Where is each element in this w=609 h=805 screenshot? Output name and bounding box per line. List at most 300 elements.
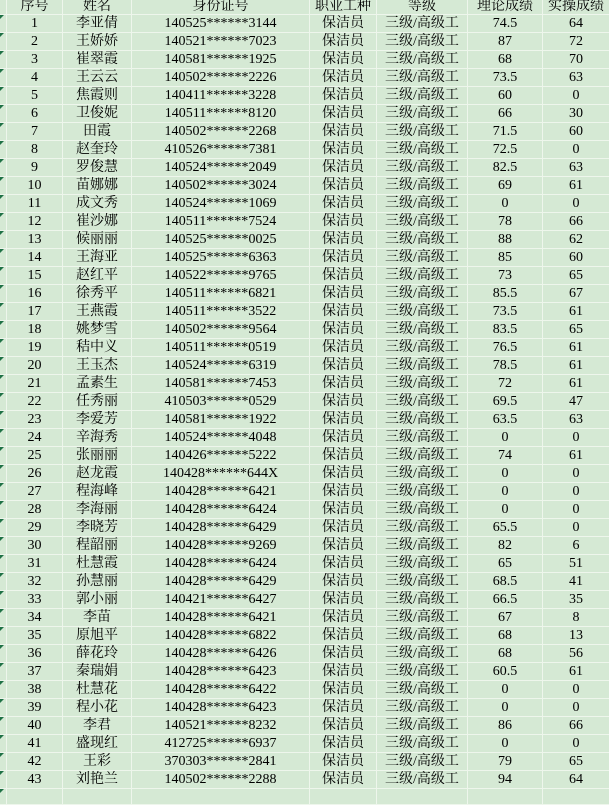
cell-theory-score[interactable]: 63.5 — [468, 411, 543, 429]
cell-serial[interactable]: 20 — [7, 357, 63, 375]
cell-practical-score[interactable]: 61 — [543, 357, 609, 375]
cell-theory-score[interactable]: 68 — [468, 627, 543, 645]
cell-practical-score[interactable]: 13 — [543, 627, 609, 645]
marker-cell[interactable] — [0, 159, 7, 177]
cell-id-number[interactable]: 140581******1922 — [132, 411, 310, 429]
cell-serial[interactable]: 13 — [7, 231, 63, 249]
cell-job[interactable]: 保洁员 — [310, 627, 377, 645]
cell-job[interactable]: 保洁员 — [310, 177, 377, 195]
cell-job[interactable]: 保洁员 — [310, 357, 377, 375]
cell-practical-score[interactable]: 51 — [543, 555, 609, 573]
marker-cell[interactable] — [0, 465, 7, 483]
cell-serial[interactable]: 2 — [7, 33, 63, 51]
cell-id-number[interactable]: 140511******3522 — [132, 303, 310, 321]
cell-theory-score[interactable]: 0 — [468, 195, 543, 213]
cell-level[interactable]: 三级/高级工 — [377, 87, 468, 105]
cell-name[interactable]: 刘艳兰 — [63, 771, 132, 789]
cell-name[interactable]: 赵龙霞 — [63, 465, 132, 483]
cell-level[interactable]: 三级/高级工 — [377, 375, 468, 393]
cell-level[interactable]: 三级/高级工 — [377, 267, 468, 285]
cell-serial[interactable]: 39 — [7, 699, 63, 717]
cell-id-number[interactable]: 140521******8232 — [132, 717, 310, 735]
cell-level[interactable]: 三级/高级工 — [377, 411, 468, 429]
cell-name[interactable]: 王娇娇 — [63, 33, 132, 51]
marker-cell[interactable] — [0, 663, 7, 681]
cell-theory-score[interactable]: 82.5 — [468, 159, 543, 177]
cell-level[interactable]: 三级/高级工 — [377, 249, 468, 267]
cell-name[interactable]: 王云云 — [63, 69, 132, 87]
marker-cell[interactable] — [0, 33, 7, 51]
cell-job[interactable]: 保洁员 — [310, 681, 377, 699]
cell-level[interactable]: 三级/高级工 — [377, 501, 468, 519]
cell-practical-score[interactable]: 60 — [543, 123, 609, 141]
cell-job[interactable]: 保洁员 — [310, 87, 377, 105]
cell-serial[interactable]: 37 — [7, 663, 63, 681]
marker-cell[interactable] — [0, 555, 7, 573]
cell-serial[interactable]: 18 — [7, 321, 63, 339]
cell-name[interactable]: 秸中义 — [63, 339, 132, 357]
cell-practical-score[interactable]: 6 — [543, 537, 609, 555]
cell-job[interactable]: 保洁员 — [310, 231, 377, 249]
cell-practical-score[interactable]: 64 — [543, 771, 609, 789]
cell-id-number[interactable]: 140524******6319 — [132, 357, 310, 375]
cell-practical-score[interactable]: 8 — [543, 609, 609, 627]
cell-name[interactable]: 盛现红 — [63, 735, 132, 753]
cell-name[interactable]: 辛海秀 — [63, 429, 132, 447]
cell-practical-score[interactable]: 35 — [543, 591, 609, 609]
cell-level[interactable]: 三级/高级工 — [377, 753, 468, 771]
cell-id-number[interactable]: 140428******6422 — [132, 681, 310, 699]
cell-job[interactable]: 保洁员 — [310, 537, 377, 555]
cell-level[interactable]: 三级/高级工 — [377, 717, 468, 735]
marker-cell[interactable] — [0, 771, 7, 789]
cell-theory-score[interactable]: 78 — [468, 213, 543, 231]
cell-theory-score[interactable]: 68 — [468, 645, 543, 663]
cell-serial[interactable]: 36 — [7, 645, 63, 663]
column-header-serial[interactable]: 序号 — [7, 0, 63, 15]
cell-name[interactable]: 李晓芳 — [63, 519, 132, 537]
cell-job[interactable]: 保洁员 — [310, 591, 377, 609]
cell-job[interactable]: 保洁员 — [310, 105, 377, 123]
cell-level[interactable]: 三级/高级工 — [377, 573, 468, 591]
marker-cell[interactable] — [0, 609, 7, 627]
cell-job[interactable]: 保洁员 — [310, 195, 377, 213]
cell-theory-score[interactable]: 0 — [468, 501, 543, 519]
cell-theory-score[interactable]: 74 — [468, 447, 543, 465]
cell-name[interactable]: 苗娜娜 — [63, 177, 132, 195]
cell-serial[interactable]: 8 — [7, 141, 63, 159]
cell-name[interactable]: 候丽丽 — [63, 231, 132, 249]
cell-job[interactable]: 保洁员 — [310, 447, 377, 465]
cell-id-number[interactable]: 140428******6423 — [132, 699, 310, 717]
cell-theory-score[interactable]: 83.5 — [468, 321, 543, 339]
cell-serial[interactable]: 3 — [7, 51, 63, 69]
cell-theory-score[interactable]: 66.5 — [468, 591, 543, 609]
cell-id-number[interactable]: 140511******7524 — [132, 213, 310, 231]
cell-level[interactable]: 三级/高级工 — [377, 519, 468, 537]
cell-name[interactable]: 孟素生 — [63, 375, 132, 393]
cell-level[interactable]: 三级/高级工 — [377, 681, 468, 699]
cell-level[interactable]: 三级/高级工 — [377, 591, 468, 609]
cell-name[interactable]: 杜慧霞 — [63, 555, 132, 573]
cell-id-number[interactable]: 370303******2841 — [132, 753, 310, 771]
cell-id-number[interactable]: 140525******0025 — [132, 231, 310, 249]
cell-practical-score[interactable]: 66 — [543, 717, 609, 735]
cell-serial[interactable]: 26 — [7, 465, 63, 483]
cell-name[interactable]: 李君 — [63, 717, 132, 735]
cell-level[interactable]: 三级/高级工 — [377, 465, 468, 483]
cell-serial[interactable]: 31 — [7, 555, 63, 573]
cell-serial[interactable]: 29 — [7, 519, 63, 537]
cell-name[interactable]: 卫俊妮 — [63, 105, 132, 123]
cell-name[interactable]: 原旭平 — [63, 627, 132, 645]
cell-name[interactable]: 田霞 — [63, 123, 132, 141]
cell-serial[interactable]: 12 — [7, 213, 63, 231]
cell-theory-score[interactable]: 73.5 — [468, 69, 543, 87]
cell-level[interactable]: 三级/高级工 — [377, 15, 468, 33]
cell-practical-score[interactable]: 0 — [543, 429, 609, 447]
cell-practical-score[interactable]: 0 — [543, 465, 609, 483]
cell-name[interactable]: 郭小丽 — [63, 591, 132, 609]
cell-theory-score[interactable]: 74.5 — [468, 15, 543, 33]
cell-theory-score[interactable]: 65.5 — [468, 519, 543, 537]
cell-serial[interactable]: 38 — [7, 681, 63, 699]
marker-cell[interactable] — [0, 753, 7, 771]
cell-id-number[interactable]: 140581******1925 — [132, 51, 310, 69]
cell-serial[interactable]: 15 — [7, 267, 63, 285]
cell-practical-score[interactable]: 60 — [543, 249, 609, 267]
cell-job[interactable]: 保洁员 — [310, 519, 377, 537]
cell-id-number[interactable]: 140511******0519 — [132, 339, 310, 357]
cell-id-number[interactable]: 140524******4048 — [132, 429, 310, 447]
cell-level[interactable]: 三级/高级工 — [377, 627, 468, 645]
marker-cell[interactable] — [0, 267, 7, 285]
cell-name[interactable]: 程韶丽 — [63, 537, 132, 555]
cell-serial[interactable]: 43 — [7, 771, 63, 789]
cell-serial[interactable]: 7 — [7, 123, 63, 141]
cell-level[interactable]: 三级/高级工 — [377, 159, 468, 177]
cell-theory-score[interactable]: 82 — [468, 537, 543, 555]
cell-name[interactable]: 李亚倩 — [63, 15, 132, 33]
cell-level[interactable]: 三级/高级工 — [377, 177, 468, 195]
cell-practical-score[interactable]: 67 — [543, 285, 609, 303]
cell-serial[interactable]: 30 — [7, 537, 63, 555]
cell-level[interactable]: 三级/高级工 — [377, 69, 468, 87]
marker-cell[interactable] — [0, 105, 7, 123]
marker-cell[interactable] — [0, 87, 7, 105]
cell-id-number[interactable]: 140428******6822 — [132, 627, 310, 645]
cell-practical-score[interactable]: 56 — [543, 645, 609, 663]
cell-theory-score[interactable]: 68 — [468, 51, 543, 69]
cell-id-number[interactable]: 140522******9765 — [132, 267, 310, 285]
cell-theory-score[interactable]: 69.5 — [468, 393, 543, 411]
cell-name[interactable]: 赵红平 — [63, 267, 132, 285]
cell-id-number[interactable]: 140524******2049 — [132, 159, 310, 177]
cell-practical-score[interactable]: 63 — [543, 69, 609, 87]
cell-job[interactable]: 保洁员 — [310, 663, 377, 681]
marker-cell[interactable] — [0, 699, 7, 717]
cell-practical-score[interactable]: 62 — [543, 231, 609, 249]
cell-theory-score[interactable]: 73 — [468, 267, 543, 285]
cell-id-number[interactable]: 140502******2288 — [132, 771, 310, 789]
cell-theory-score[interactable]: 72 — [468, 375, 543, 393]
cell-theory-score[interactable]: 0 — [468, 735, 543, 753]
cell-theory-score[interactable]: 60 — [468, 87, 543, 105]
cell-level[interactable]: 三级/高级工 — [377, 429, 468, 447]
cell-job[interactable]: 保洁员 — [310, 285, 377, 303]
empty-cell[interactable] — [7, 789, 63, 805]
cell-id-number[interactable]: 140428******6424 — [132, 501, 310, 519]
cell-practical-score[interactable]: 0 — [543, 519, 609, 537]
cell-level[interactable]: 三级/高级工 — [377, 735, 468, 753]
cell-id-number[interactable]: 140428******644X — [132, 465, 310, 483]
cell-practical-score[interactable]: 0 — [543, 483, 609, 501]
marker-cell[interactable] — [0, 393, 7, 411]
cell-serial[interactable]: 5 — [7, 87, 63, 105]
cell-job[interactable]: 保洁员 — [310, 69, 377, 87]
cell-id-number[interactable]: 140426******5222 — [132, 447, 310, 465]
cell-theory-score[interactable]: 94 — [468, 771, 543, 789]
cell-id-number[interactable]: 140428******6429 — [132, 519, 310, 537]
cell-serial[interactable]: 17 — [7, 303, 63, 321]
cell-theory-score[interactable]: 67 — [468, 609, 543, 627]
cell-practical-score[interactable]: 72 — [543, 33, 609, 51]
cell-level[interactable]: 三级/高级工 — [377, 555, 468, 573]
cell-level[interactable]: 三级/高级工 — [377, 51, 468, 69]
cell-practical-score[interactable]: 65 — [543, 753, 609, 771]
cell-name[interactable]: 崔翠霞 — [63, 51, 132, 69]
marker-cell[interactable] — [0, 123, 7, 141]
cell-practical-score[interactable]: 66 — [543, 213, 609, 231]
cell-theory-score[interactable]: 0 — [468, 429, 543, 447]
cell-level[interactable]: 三级/高级工 — [377, 357, 468, 375]
empty-cell[interactable] — [63, 789, 132, 805]
cell-name[interactable]: 孙慧丽 — [63, 573, 132, 591]
cell-practical-score[interactable]: 0 — [543, 681, 609, 699]
cell-practical-score[interactable]: 61 — [543, 375, 609, 393]
column-header-job[interactable]: 职业工种 — [310, 0, 377, 15]
cell-job[interactable]: 保洁员 — [310, 141, 377, 159]
cell-serial[interactable]: 11 — [7, 195, 63, 213]
cell-job[interactable]: 保洁员 — [310, 123, 377, 141]
marker-cell[interactable] — [0, 519, 7, 537]
cell-practical-score[interactable]: 0 — [543, 735, 609, 753]
cell-serial[interactable]: 16 — [7, 285, 63, 303]
cell-theory-score[interactable]: 69 — [468, 177, 543, 195]
marker-cell[interactable] — [0, 357, 7, 375]
marker-cell[interactable] — [0, 303, 7, 321]
cell-name[interactable]: 王玉杰 — [63, 357, 132, 375]
cell-job[interactable]: 保洁员 — [310, 771, 377, 789]
cell-serial[interactable]: 32 — [7, 573, 63, 591]
cell-serial[interactable]: 9 — [7, 159, 63, 177]
marker-cell[interactable] — [0, 573, 7, 591]
cell-serial[interactable]: 6 — [7, 105, 63, 123]
cell-practical-score[interactable]: 65 — [543, 267, 609, 285]
cell-name[interactable]: 任秀丽 — [63, 393, 132, 411]
cell-serial[interactable]: 21 — [7, 375, 63, 393]
cell-id-number[interactable]: 140511******8120 — [132, 105, 310, 123]
cell-id-number[interactable]: 140581******7453 — [132, 375, 310, 393]
cell-practical-score[interactable]: 65 — [543, 321, 609, 339]
marker-cell[interactable] — [0, 213, 7, 231]
cell-name[interactable]: 徐秀平 — [63, 285, 132, 303]
cell-name[interactable]: 程小花 — [63, 699, 132, 717]
cell-theory-score[interactable]: 87 — [468, 33, 543, 51]
cell-level[interactable]: 三级/高级工 — [377, 339, 468, 357]
cell-serial[interactable]: 34 — [7, 609, 63, 627]
cell-name[interactable]: 李苗 — [63, 609, 132, 627]
marker-cell[interactable] — [0, 321, 7, 339]
marker-cell[interactable] — [0, 429, 7, 447]
cell-practical-score[interactable]: 61 — [543, 303, 609, 321]
marker-cell[interactable] — [0, 627, 7, 645]
cell-id-number[interactable]: 140525******6363 — [132, 249, 310, 267]
cell-serial[interactable]: 27 — [7, 483, 63, 501]
cell-name[interactable]: 崔沙娜 — [63, 213, 132, 231]
cell-job[interactable]: 保洁员 — [310, 753, 377, 771]
marker-cell[interactable] — [0, 501, 7, 519]
cell-theory-score[interactable]: 85 — [468, 249, 543, 267]
column-header-theory-score[interactable]: 理论成绩 — [468, 0, 543, 15]
cell-serial[interactable]: 33 — [7, 591, 63, 609]
cell-job[interactable]: 保洁员 — [310, 735, 377, 753]
cell-serial[interactable]: 14 — [7, 249, 63, 267]
column-header-practical-score[interactable]: 实操成绩 — [543, 0, 609, 15]
cell-id-number[interactable]: 140428******6421 — [132, 609, 310, 627]
cell-name[interactable]: 张丽丽 — [63, 447, 132, 465]
cell-id-number[interactable]: 410526******7381 — [132, 141, 310, 159]
cell-theory-score[interactable]: 72.5 — [468, 141, 543, 159]
cell-name[interactable]: 王彩 — [63, 753, 132, 771]
cell-name[interactable]: 杜慧花 — [63, 681, 132, 699]
cell-practical-score[interactable]: 47 — [543, 393, 609, 411]
cell-serial[interactable]: 10 — [7, 177, 63, 195]
cell-level[interactable]: 三级/高级工 — [377, 321, 468, 339]
cell-level[interactable]: 三级/高级工 — [377, 663, 468, 681]
cell-job[interactable]: 保洁员 — [310, 213, 377, 231]
cell-level[interactable]: 三级/高级工 — [377, 609, 468, 627]
marker-cell[interactable] — [0, 537, 7, 555]
cell-level[interactable]: 三级/高级工 — [377, 123, 468, 141]
cell-serial[interactable]: 4 — [7, 69, 63, 87]
cell-job[interactable]: 保洁员 — [310, 393, 377, 411]
cell-theory-score[interactable]: 85.5 — [468, 285, 543, 303]
marker-cell[interactable] — [0, 717, 7, 735]
cell-id-number[interactable]: 140411******3228 — [132, 87, 310, 105]
cell-serial[interactable]: 25 — [7, 447, 63, 465]
cell-theory-score[interactable]: 73.5 — [468, 303, 543, 321]
marker-cell[interactable] — [0, 15, 7, 33]
cell-name[interactable]: 罗俊慧 — [63, 159, 132, 177]
cell-practical-score[interactable]: 0 — [543, 699, 609, 717]
cell-practical-score[interactable]: 61 — [543, 663, 609, 681]
cell-job[interactable]: 保洁员 — [310, 411, 377, 429]
marker-cell[interactable] — [0, 231, 7, 249]
marker-cell[interactable] — [0, 591, 7, 609]
marker-cell[interactable] — [0, 375, 7, 393]
cell-id-number[interactable]: 140428******6421 — [132, 483, 310, 501]
cell-theory-score[interactable]: 86 — [468, 717, 543, 735]
cell-id-number[interactable]: 410503******0529 — [132, 393, 310, 411]
marker-cell[interactable] — [0, 285, 7, 303]
cell-id-number[interactable]: 140502******3024 — [132, 177, 310, 195]
cell-job[interactable]: 保洁员 — [310, 159, 377, 177]
cell-practical-score[interactable]: 64 — [543, 15, 609, 33]
cell-name[interactable]: 姚梦雪 — [63, 321, 132, 339]
cell-name[interactable]: 秦瑞娟 — [63, 663, 132, 681]
cell-id-number[interactable]: 140428******6424 — [132, 555, 310, 573]
cell-id-number[interactable]: 140428******6423 — [132, 663, 310, 681]
cell-job[interactable]: 保洁员 — [310, 51, 377, 69]
cell-theory-score[interactable]: 65 — [468, 555, 543, 573]
cell-theory-score[interactable]: 78.5 — [468, 357, 543, 375]
cell-practical-score[interactable]: 30 — [543, 105, 609, 123]
header-marker-cell[interactable] — [0, 0, 7, 15]
cell-job[interactable]: 保洁员 — [310, 501, 377, 519]
cell-theory-score[interactable]: 76.5 — [468, 339, 543, 357]
cell-id-number[interactable]: 140502******9564 — [132, 321, 310, 339]
marker-cell[interactable] — [0, 483, 7, 501]
cell-level[interactable]: 三级/高级工 — [377, 285, 468, 303]
marker-cell[interactable] — [0, 195, 7, 213]
cell-level[interactable]: 三级/高级工 — [377, 231, 468, 249]
cell-job[interactable]: 保洁员 — [310, 645, 377, 663]
cell-id-number[interactable]: 412725******6937 — [132, 735, 310, 753]
cell-theory-score[interactable]: 0 — [468, 699, 543, 717]
cell-id-number[interactable]: 140525******3144 — [132, 15, 310, 33]
cell-practical-score[interactable]: 0 — [543, 195, 609, 213]
marker-cell[interactable] — [0, 141, 7, 159]
cell-job[interactable]: 保洁员 — [310, 609, 377, 627]
cell-name[interactable]: 薛花玲 — [63, 645, 132, 663]
marker-cell[interactable] — [0, 681, 7, 699]
cell-serial[interactable]: 23 — [7, 411, 63, 429]
cell-level[interactable]: 三级/高级工 — [377, 195, 468, 213]
cell-level[interactable]: 三级/高级工 — [377, 699, 468, 717]
marker-cell[interactable] — [0, 51, 7, 69]
cell-level[interactable]: 三级/高级工 — [377, 393, 468, 411]
cell-serial[interactable]: 35 — [7, 627, 63, 645]
cell-id-number[interactable]: 140521******7023 — [132, 33, 310, 51]
cell-id-number[interactable]: 140421******6427 — [132, 591, 310, 609]
cell-job[interactable]: 保洁员 — [310, 303, 377, 321]
cell-theory-score[interactable]: 71.5 — [468, 123, 543, 141]
cell-level[interactable]: 三级/高级工 — [377, 771, 468, 789]
cell-theory-score[interactable]: 66 — [468, 105, 543, 123]
empty-cell[interactable] — [543, 789, 609, 805]
cell-theory-score[interactable]: 0 — [468, 483, 543, 501]
cell-id-number[interactable]: 140511******6821 — [132, 285, 310, 303]
cell-level[interactable]: 三级/高级工 — [377, 105, 468, 123]
cell-job[interactable]: 保洁员 — [310, 339, 377, 357]
cell-job[interactable]: 保洁员 — [310, 249, 377, 267]
cell-practical-score[interactable]: 61 — [543, 177, 609, 195]
cell-id-number[interactable]: 140502******2226 — [132, 69, 310, 87]
cell-practical-score[interactable]: 0 — [543, 501, 609, 519]
cell-level[interactable]: 三级/高级工 — [377, 537, 468, 555]
cell-job[interactable]: 保洁员 — [310, 555, 377, 573]
cell-id-number[interactable]: 140428******6429 — [132, 573, 310, 591]
column-header-id-number[interactable]: 身份证号 — [132, 0, 310, 15]
column-header-name[interactable]: 姓名 — [63, 0, 132, 15]
column-header-level[interactable]: 等级 — [377, 0, 468, 15]
cell-serial[interactable]: 1 — [7, 15, 63, 33]
cell-id-number[interactable]: 140524******1069 — [132, 195, 310, 213]
cell-serial[interactable]: 40 — [7, 717, 63, 735]
marker-cell[interactable] — [0, 249, 7, 267]
empty-cell[interactable] — [132, 789, 310, 805]
